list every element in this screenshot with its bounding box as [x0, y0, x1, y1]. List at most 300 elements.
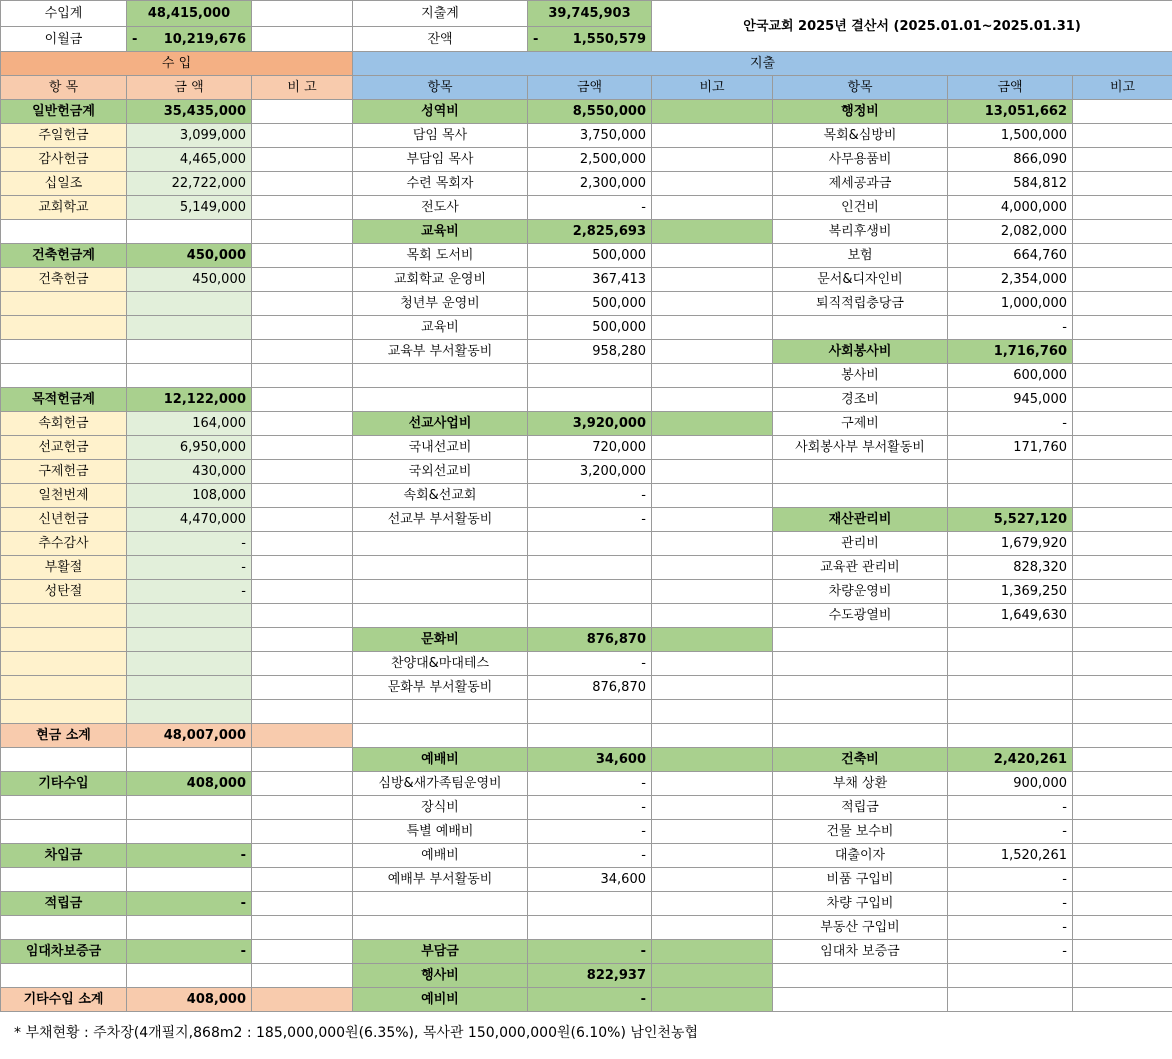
expense-item: 목회 도서비	[353, 244, 528, 268]
expense2-item: 경조비	[773, 388, 948, 412]
income-note	[252, 100, 353, 124]
expense2-note	[1073, 364, 1172, 388]
income-amount: 430,000	[127, 460, 252, 484]
empty-cell	[948, 676, 1073, 700]
expense-note	[652, 460, 773, 484]
expense-item: 교육부 부서활동비	[353, 340, 528, 364]
expense2-note	[1073, 340, 1172, 364]
expense2-amount: 900,000	[948, 772, 1073, 796]
expense-note	[652, 700, 773, 724]
expense2-item: 차량운영비	[773, 580, 948, 604]
expense-amount: -	[528, 844, 652, 868]
income-note	[252, 628, 353, 652]
expense2-item: 관리비	[773, 532, 948, 556]
empty-cell	[127, 916, 252, 940]
empty-cell	[773, 964, 948, 988]
expense-amount: -	[528, 988, 652, 1012]
income-item: 기타수입 소계	[1, 988, 127, 1012]
empty-cell	[528, 388, 652, 412]
expense2-item: 부채 상환	[773, 772, 948, 796]
expense-note	[652, 628, 773, 652]
empty-cell	[127, 364, 252, 388]
expense-item: 문화비	[353, 628, 528, 652]
expense2-note	[1073, 196, 1172, 220]
expense-item: 예배비	[353, 844, 528, 868]
table-row	[1, 580, 1172, 604]
expense-note	[652, 244, 773, 268]
income-note	[252, 436, 353, 460]
income-amount: 4,465,000	[127, 148, 252, 172]
expense2-note	[1073, 124, 1172, 148]
table-row	[1, 940, 1172, 964]
expense2-note	[1073, 820, 1172, 844]
table-row	[1, 652, 1172, 676]
expense-amount: 500,000	[528, 316, 652, 340]
expense-amount: -	[528, 652, 652, 676]
income-amount	[127, 292, 252, 316]
empty-cell	[127, 340, 252, 364]
expense-item: 교회학교 운영비	[353, 268, 528, 292]
expense-note	[652, 532, 773, 556]
expense-total-value: 39,745,903	[528, 1, 652, 27]
empty-cell	[948, 484, 1073, 508]
expense-note	[652, 940, 773, 964]
income-amount: 35,435,000	[127, 100, 252, 124]
income-note	[252, 820, 353, 844]
empty-cell	[1, 820, 127, 844]
income-note	[252, 748, 353, 772]
expense-note	[652, 916, 773, 940]
table-row	[1, 244, 1172, 268]
expense-amount: 8,550,000	[528, 100, 652, 124]
empty-cell	[1, 364, 127, 388]
expense-note	[652, 220, 773, 244]
expense2-note	[1073, 436, 1172, 460]
income-note	[252, 340, 353, 364]
income-note	[252, 796, 353, 820]
expense2-item: 보험	[773, 244, 948, 268]
table-row	[1, 316, 1172, 340]
income-item: 구제헌금	[1, 460, 127, 484]
expense2-amount: 584,812	[948, 172, 1073, 196]
expense2-amount-header: 금액	[948, 76, 1073, 100]
expense2-note	[1073, 412, 1172, 436]
expense-amount: -	[528, 820, 652, 844]
expense2-item: 구제비	[773, 412, 948, 436]
expense2-note	[1073, 388, 1172, 412]
income-item: 적립금	[1, 892, 127, 916]
income-amount: 450,000	[127, 268, 252, 292]
table-row	[1, 916, 1172, 940]
empty-cell	[773, 700, 948, 724]
empty-cell	[353, 700, 528, 724]
empty-cell	[528, 580, 652, 604]
expense2-note	[1073, 628, 1172, 652]
empty-cell	[528, 532, 652, 556]
empty-cell	[353, 580, 528, 604]
expense-amount: 2,300,000	[528, 172, 652, 196]
income-note	[252, 196, 353, 220]
carryover-value: - 10,219,676	[127, 27, 252, 52]
empty-cell	[773, 988, 948, 1012]
expense-item: 수련 목회자	[353, 172, 528, 196]
expense-note	[652, 340, 773, 364]
table-row	[1, 292, 1172, 316]
expense2-amount: -	[948, 820, 1073, 844]
expense2-amount: 1,369,250	[948, 580, 1073, 604]
expense-total-label: 지출계	[353, 1, 528, 27]
income-note	[252, 460, 353, 484]
empty-cell	[353, 604, 528, 628]
income-amount: 408,000	[127, 988, 252, 1012]
expense2-amount: 1,679,920	[948, 532, 1073, 556]
expense-item: 행사비	[353, 964, 528, 988]
income-amount	[127, 604, 252, 628]
expense2-item: 건축비	[773, 748, 948, 772]
table-row	[1, 412, 1172, 436]
expense-item: 문화부 부서활동비	[353, 676, 528, 700]
empty-cell	[773, 628, 948, 652]
table-row	[1, 508, 1172, 532]
table-row	[1, 844, 1172, 868]
income-item: 일반헌금계	[1, 100, 127, 124]
expense2-note	[1073, 220, 1172, 244]
income-note-header: 비 고	[252, 76, 353, 100]
expense-note	[652, 316, 773, 340]
income-item: 건축헌금계	[1, 244, 127, 268]
income-note	[252, 220, 353, 244]
expense2-item: 비품 구입비	[773, 868, 948, 892]
table-row	[1, 220, 1172, 244]
expense-amount: 3,920,000	[528, 412, 652, 436]
income-item: 선교헌금	[1, 436, 127, 460]
income-item	[1, 292, 127, 316]
expense-amount-header: 금액	[528, 76, 652, 100]
income-total-value: 48,415,000	[127, 1, 252, 27]
expense2-note	[1073, 292, 1172, 316]
table-row	[1, 388, 1172, 412]
expense2-note	[1073, 172, 1172, 196]
income-amount: 5,149,000	[127, 196, 252, 220]
income-item: 임대차보증금	[1, 940, 127, 964]
empty-cell	[353, 916, 528, 940]
table-row	[1, 748, 1172, 772]
income-note	[252, 364, 353, 388]
income-amount-dash: -	[241, 536, 246, 551]
income-note	[252, 892, 353, 916]
expense-note	[652, 868, 773, 892]
empty-cell	[948, 964, 1073, 988]
empty-cell	[127, 220, 252, 244]
income-item	[1, 700, 127, 724]
expense-amount: 367,413	[528, 268, 652, 292]
expense-note	[652, 268, 773, 292]
income-note	[252, 724, 353, 748]
expense2-amount: 1,000,000	[948, 292, 1073, 316]
table-row	[1, 628, 1172, 652]
income-note	[252, 484, 353, 508]
expense2-item: 임대차 보증금	[773, 940, 948, 964]
expense-item: 부담임 목사	[353, 148, 528, 172]
income-note	[252, 172, 353, 196]
expense2-note	[1073, 916, 1172, 940]
income-note	[252, 556, 353, 580]
expense-amount: -	[528, 772, 652, 796]
empty-cell	[353, 892, 528, 916]
expense2-item: 행정비	[773, 100, 948, 124]
expense2-amount: -	[948, 916, 1073, 940]
empty-cell	[353, 532, 528, 556]
income-note	[252, 292, 353, 316]
income-note	[252, 244, 353, 268]
empty-cell	[1, 796, 127, 820]
expense-item-header: 항목	[353, 76, 528, 100]
expense2-item: 대출이자	[773, 844, 948, 868]
expense-item: 특별 예배비	[353, 820, 528, 844]
empty-cell	[127, 796, 252, 820]
expense2-item: 사회봉사비	[773, 340, 948, 364]
expense-item: 장식비	[353, 796, 528, 820]
expense-note	[652, 988, 773, 1012]
empty-cell	[773, 724, 948, 748]
income-item	[1, 676, 127, 700]
income-item: 일천번제	[1, 484, 127, 508]
expense-note	[652, 652, 773, 676]
income-amount-header: 금 액	[127, 76, 252, 100]
expense2-note	[1073, 100, 1172, 124]
empty-cell	[948, 460, 1073, 484]
income-item: 현금 소계	[1, 724, 127, 748]
income-amount: 4,470,000	[127, 508, 252, 532]
expense2-note	[1073, 652, 1172, 676]
report-title: 안국교회 2025년 결산서 (2025.01.01~2025.01.31)	[652, 1, 1172, 52]
income-note	[252, 124, 353, 148]
empty-cell	[1, 220, 127, 244]
income-amount	[127, 892, 252, 916]
empty-cell	[127, 964, 252, 988]
income-amount: 48,007,000	[127, 724, 252, 748]
expense-note	[652, 604, 773, 628]
empty-cell	[528, 556, 652, 580]
expense2-note	[1073, 724, 1172, 748]
expense2-amount: 2,420,261	[948, 748, 1073, 772]
expense2-note	[1073, 844, 1172, 868]
income-amount-dash: -	[240, 896, 246, 911]
income-item: 신년헌금	[1, 508, 127, 532]
expense-note	[652, 556, 773, 580]
expense-note	[652, 388, 773, 412]
table-row	[1, 460, 1172, 484]
income-amount: 450,000	[127, 244, 252, 268]
expense2-amount: 13,051,662	[948, 100, 1073, 124]
expense2-amount: 945,000	[948, 388, 1073, 412]
empty-cell	[127, 820, 252, 844]
income-note	[252, 676, 353, 700]
income-note	[252, 868, 353, 892]
expense2-item: 수도광열비	[773, 604, 948, 628]
table-row	[1, 268, 1172, 292]
income-note	[252, 652, 353, 676]
expense2-item: 부동산 구입비	[773, 916, 948, 940]
table-row	[1, 364, 1172, 388]
expense-note	[652, 820, 773, 844]
expense-item: 예비비	[353, 988, 528, 1012]
expense-amount: 720,000	[528, 436, 652, 460]
expense-item: 청년부 운영비	[353, 292, 528, 316]
expense-note	[652, 196, 773, 220]
income-item: 감사헌금	[1, 148, 127, 172]
income-note	[252, 844, 353, 868]
table-row	[1, 532, 1172, 556]
table-row	[1, 676, 1172, 700]
expense2-note	[1073, 484, 1172, 508]
table-row	[1, 988, 1172, 1012]
empty-cell	[1, 868, 127, 892]
expense2-item: 인건비	[773, 196, 948, 220]
expense2-amount: -	[948, 940, 1073, 964]
expense2-amount: 600,000	[948, 364, 1073, 388]
income-note	[252, 508, 353, 532]
expense2-note	[1073, 748, 1172, 772]
income-note	[252, 772, 353, 796]
income-note	[252, 940, 353, 964]
income-note	[252, 988, 353, 1012]
table-row	[1, 100, 1172, 124]
income-amount: 6,950,000	[127, 436, 252, 460]
income-item: 주일헌금	[1, 124, 127, 148]
income-item: 차입금	[1, 844, 127, 868]
empty-cell	[773, 676, 948, 700]
table-row	[1, 604, 1172, 628]
expense2-item: 적립금	[773, 796, 948, 820]
expense2-amount: -	[948, 892, 1073, 916]
table-row	[1, 820, 1172, 844]
expense-note	[652, 772, 773, 796]
expense2-item: 문서&디자인비	[773, 268, 948, 292]
empty-cell	[1, 916, 127, 940]
expense2-item: 재산관리비	[773, 508, 948, 532]
table-row	[1, 484, 1172, 508]
income-note	[252, 316, 353, 340]
income-amount-dash: -	[241, 584, 246, 599]
expense2-item: 차량 구입비	[773, 892, 948, 916]
income-amount	[127, 580, 252, 604]
income-note	[252, 388, 353, 412]
expense2-amount: 2,354,000	[948, 268, 1073, 292]
expense2-note	[1073, 460, 1172, 484]
income-amount: 408,000	[127, 772, 252, 796]
expense2-note	[1073, 316, 1172, 340]
income-item-header: 항 목	[1, 76, 127, 100]
expense2-amount: -	[948, 412, 1073, 436]
income-amount: 164,000	[127, 412, 252, 436]
income-note	[252, 580, 353, 604]
table-row	[1, 172, 1172, 196]
expense-item: 선교사업비	[353, 412, 528, 436]
expense-note	[652, 964, 773, 988]
empty-cell	[948, 724, 1073, 748]
empty-cell	[773, 460, 948, 484]
expense2-note	[1073, 796, 1172, 820]
expense2-item: 퇴직적립충당금	[773, 292, 948, 316]
table-row	[1, 964, 1172, 988]
expense-item: 국내선교비	[353, 436, 528, 460]
empty-cell	[773, 652, 948, 676]
empty-cell	[353, 724, 528, 748]
table-row	[1, 556, 1172, 580]
expense-note	[652, 436, 773, 460]
income-item: 목적헌금계	[1, 388, 127, 412]
income-amount	[127, 532, 252, 556]
income-item: 부활절	[1, 556, 127, 580]
empty-cell	[528, 700, 652, 724]
expense-note	[652, 676, 773, 700]
expense2-item	[773, 316, 948, 340]
empty-cell	[773, 484, 948, 508]
income-amount	[127, 652, 252, 676]
empty-cell	[948, 628, 1073, 652]
expense2-amount: 828,320	[948, 556, 1073, 580]
expense-item: 교육비	[353, 316, 528, 340]
table-row	[1, 436, 1172, 460]
table-row	[1, 124, 1172, 148]
expense2-amount: -	[948, 316, 1073, 340]
income-note	[252, 148, 353, 172]
expense2-item: 봉사비	[773, 364, 948, 388]
expense2-item: 목회&심방비	[773, 124, 948, 148]
income-amount	[127, 940, 252, 964]
expense2-item: 건물 보수비	[773, 820, 948, 844]
expense-amount: 3,750,000	[528, 124, 652, 148]
expense-amount: -	[528, 196, 652, 220]
expense2-amount: -	[948, 868, 1073, 892]
expense-item: 예배비	[353, 748, 528, 772]
income-amount-dash: -	[240, 848, 246, 863]
income-amount	[127, 316, 252, 340]
income-item	[1, 628, 127, 652]
expense-note	[652, 748, 773, 772]
empty-cell	[948, 652, 1073, 676]
income-item	[1, 316, 127, 340]
table-row	[1, 196, 1172, 220]
expense-item: 전도사	[353, 196, 528, 220]
expense2-note	[1073, 268, 1172, 292]
income-item: 추수감사	[1, 532, 127, 556]
empty-cell	[1, 340, 127, 364]
expense-amount: 500,000	[528, 292, 652, 316]
income-item	[1, 604, 127, 628]
expense2-amount: 664,760	[948, 244, 1073, 268]
empty-cell	[353, 364, 528, 388]
expense2-note	[1073, 244, 1172, 268]
income-note	[252, 964, 353, 988]
empty-cell	[948, 988, 1073, 1012]
expense-note	[652, 100, 773, 124]
expense-note	[652, 148, 773, 172]
income-amount	[127, 556, 252, 580]
expense2-note	[1073, 580, 1172, 604]
expense-amount: 876,870	[528, 628, 652, 652]
expense-amount: -	[528, 484, 652, 508]
expense2-note	[1073, 508, 1172, 532]
expense-note	[652, 364, 773, 388]
expense-item: 담임 목사	[353, 124, 528, 148]
expense2-note	[1073, 964, 1172, 988]
expense2-amount: 1,716,760	[948, 340, 1073, 364]
expense-item: 부담금	[353, 940, 528, 964]
income-section-header: 수 입	[1, 52, 353, 76]
expense2-note	[1073, 892, 1172, 916]
